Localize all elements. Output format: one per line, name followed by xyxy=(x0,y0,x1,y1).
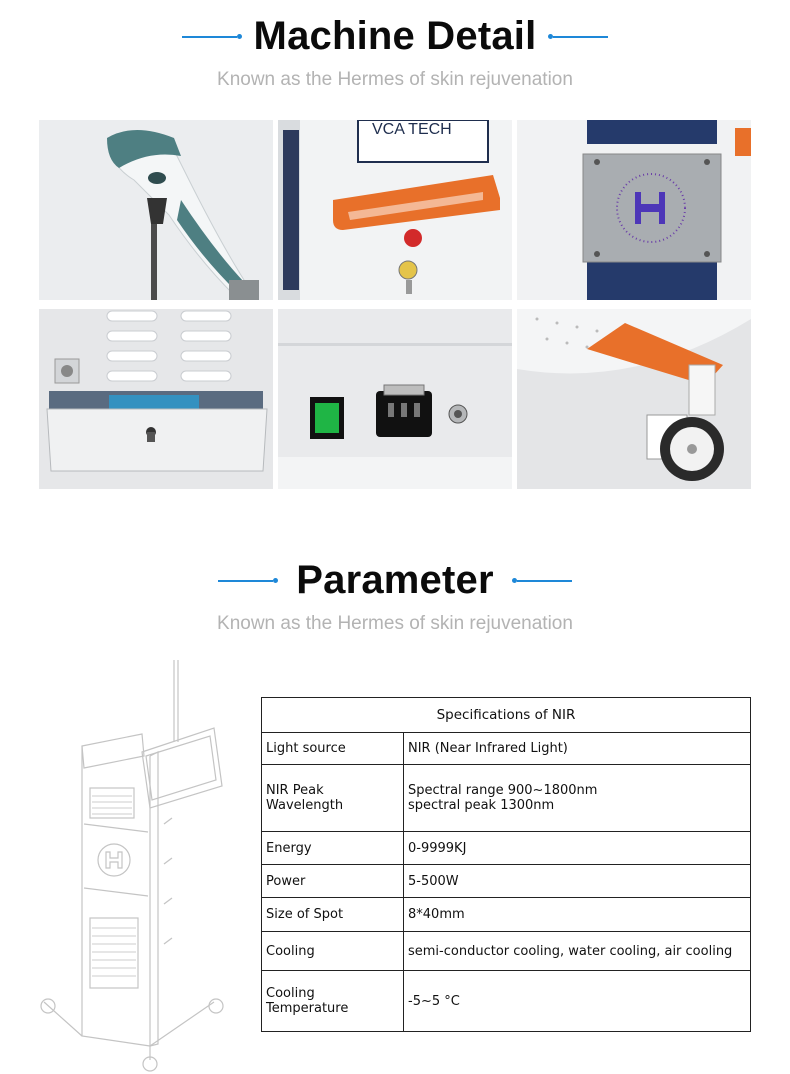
photo-handpiece xyxy=(39,120,273,300)
table-caption: Specifications of NIR xyxy=(262,698,751,733)
right-decoration-line xyxy=(512,578,572,583)
row-value: NIR (Near Infrared Light) xyxy=(404,733,751,765)
row-value-line-2: spectral peak 1300nm xyxy=(408,798,555,813)
photo-logo-panel xyxy=(517,120,751,300)
table-row xyxy=(262,733,751,765)
row-value: 8*40mm xyxy=(404,898,751,932)
photo-power-panel xyxy=(278,309,512,489)
photo-wheel xyxy=(517,309,751,489)
row-value: 0-9999KJ xyxy=(404,832,751,865)
machine-detail-title: Machine Detail xyxy=(253,14,537,58)
row-value: 5-500W xyxy=(404,865,751,898)
table-row xyxy=(262,971,751,1032)
vca-tech-label: VCA TECH xyxy=(372,121,452,138)
handpiece-image xyxy=(39,120,273,300)
row-value xyxy=(404,765,751,832)
parameter-subtitle: Known as the Hermes of skin rejuvenation xyxy=(217,613,573,634)
row-label: Power xyxy=(262,865,404,898)
parameter-header xyxy=(0,558,790,635)
row-label: NIR Peak Wavelength xyxy=(262,765,404,832)
row-label: Light source xyxy=(262,733,404,765)
row-label: Cooling xyxy=(262,932,404,971)
machine-line-drawing xyxy=(34,656,234,1074)
photo-drawer xyxy=(39,309,273,489)
row-label: Energy xyxy=(262,832,404,865)
parameter-title: Parameter xyxy=(296,558,494,602)
row-value: semi-conductor cooling, water cooling, air cooling xyxy=(404,932,751,971)
handle-image xyxy=(278,120,512,300)
logo-panel-image xyxy=(517,120,751,300)
right-decoration-line xyxy=(548,34,608,39)
table-row xyxy=(262,765,751,832)
table-row xyxy=(262,865,751,898)
table-caption-row xyxy=(262,698,751,733)
row-label: Size of Spot xyxy=(262,898,404,932)
drawer-image xyxy=(39,309,273,489)
row-value-line-1: Spectral range 900~1800nm xyxy=(408,783,598,798)
power-panel-image xyxy=(278,309,512,489)
table-row xyxy=(262,832,751,865)
machine-detail-subtitle: Known as the Hermes of skin rejuvenation xyxy=(217,69,573,90)
machine-detail-header xyxy=(0,14,790,91)
photo-handle xyxy=(278,120,512,300)
left-decoration-line xyxy=(182,34,242,39)
table-row xyxy=(262,898,751,932)
table-row xyxy=(262,932,751,971)
machine-outline-image xyxy=(34,656,234,1074)
wheel-image xyxy=(517,309,751,489)
specifications-table xyxy=(261,697,751,1032)
row-value: -5~5 °C xyxy=(404,971,751,1032)
left-decoration-line xyxy=(218,578,278,583)
row-label: Cooling Temperature xyxy=(262,971,404,1032)
